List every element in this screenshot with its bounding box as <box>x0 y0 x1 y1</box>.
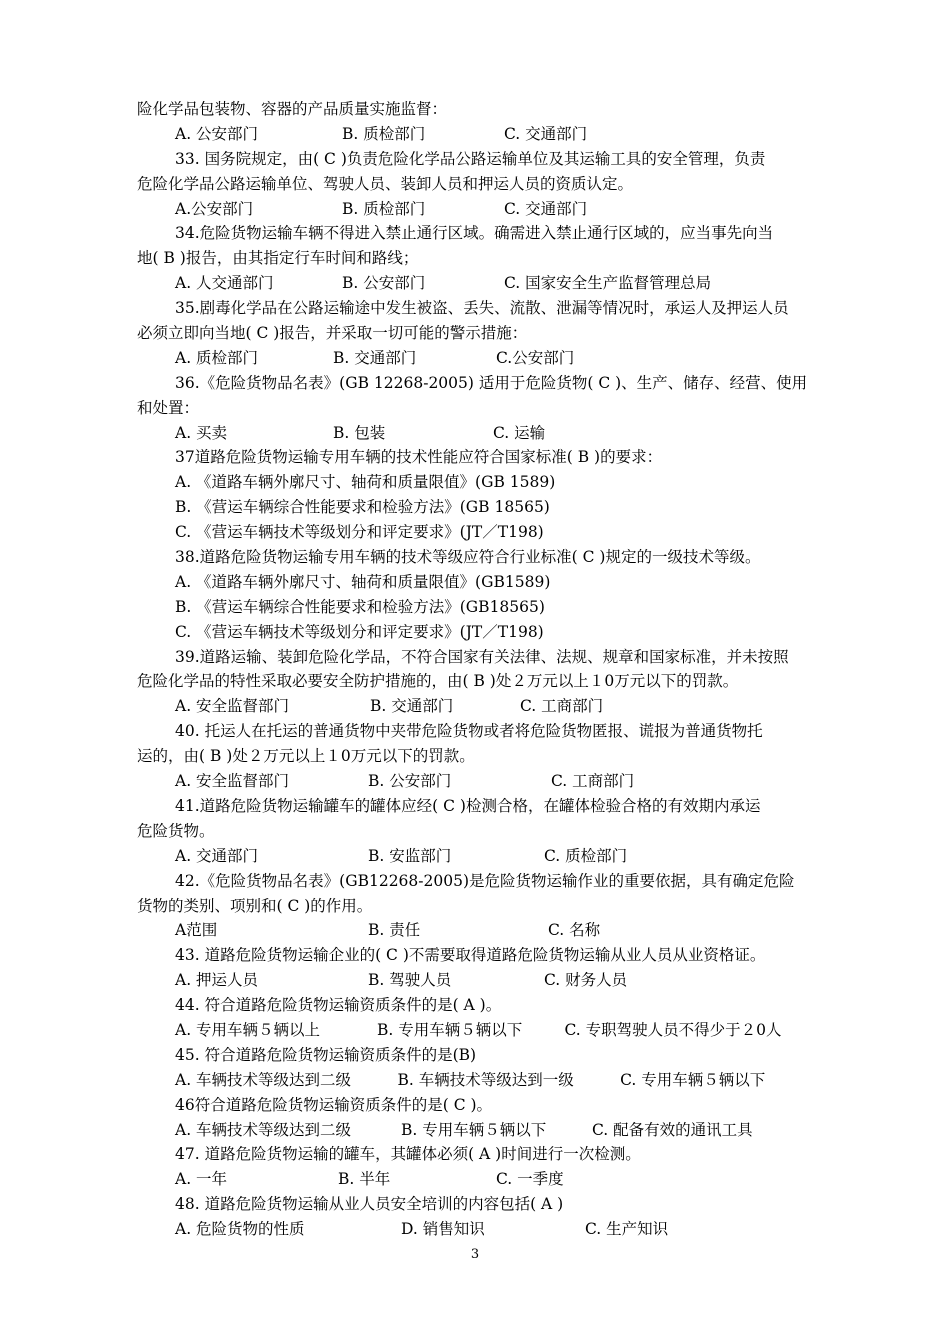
question-line: 42.《危险货物品名表》(GB12268-2005)是危险货物运输作业的重要依据，具有确定危险 <box>175 871 795 890</box>
answer-option: A. 质检部门 <box>175 348 259 367</box>
answer-option: C. 专用车辆５辆以下 <box>620 1070 766 1089</box>
answer-options <box>137 769 817 794</box>
question-line: 34.危险货物运输车辆不得进入禁止通行区域。确需进入禁止通行区域的，应当事先向当 <box>175 224 774 243</box>
answer-option: B. 责任 <box>368 921 421 940</box>
answer-options <box>137 421 817 446</box>
answer-option: B. 车辆技术等级达到一级 <box>397 1070 574 1089</box>
answer-option: A. 安全监督部门 <box>175 772 290 791</box>
text-line: 必须立即向当地( C )报告，并采取一切可能的警示措施： <box>137 324 528 343</box>
answer-option: A. 车辆技术等级达到二级 <box>175 1120 352 1139</box>
text-line: 货物的类别、项别和( C )的作用。 <box>137 896 373 915</box>
text-line: 危险化学品公路运输单位、驾驶人员、装卸人员和押运人员的资质认定。 <box>137 174 634 193</box>
answer-options <box>137 918 817 943</box>
question-line: 35.剧毒化学品在公路运输途中发生被盗、丢失、流散、泄漏等情况时，承运人及押运人员 <box>175 299 789 318</box>
question-line: 43. 道路危险货物运输企业的( C )不需要取得道路危险货物运输从业人员从业资格证。 <box>175 946 766 965</box>
answer-option: C. 一季度 <box>496 1170 564 1189</box>
text-line: 和处置： <box>137 398 200 417</box>
text-line: 险化学品包装物、容器的产品质量实施监督： <box>137 100 448 118</box>
question-line: 45. 符合道路危险货物运输资质条件的是(B) <box>175 1045 477 1064</box>
answer-option: C.公安部门 <box>496 348 575 367</box>
answer-option: A. 专用车辆５辆以上 <box>175 1020 321 1039</box>
question-line: 40. 托运人在托运的普通货物中夹带危险货物或者将危险货物匿报、谎报为普通货物托 <box>175 722 763 741</box>
answer-option: B. 半年 <box>338 1170 391 1189</box>
answer-option: C. 运输 <box>493 423 546 442</box>
text-line: 地( B )报告，由其指定行车时间和路线； <box>137 249 419 268</box>
question-line: 37道路危险货物运输专用车辆的技术性能应符合国家标准( B )的要求： <box>175 448 663 467</box>
text-line: 危险化学品的特性采取必要安全防护措施的，由( B )处２万元以上１0万元以下的罚款。 <box>137 672 739 691</box>
answer-option: C. 财务人员 <box>544 971 628 990</box>
answer-option: C. 质检部门 <box>544 846 628 865</box>
question-line: 46符合道路危险货物运输资质条件的是( C )。 <box>175 1095 493 1114</box>
answer-options <box>137 844 817 869</box>
answer-option: C. 生产知识 <box>585 1220 669 1239</box>
answer-options <box>137 1118 817 1143</box>
question-line: 36.《危险货物品名表》(GB 12268-2005) 适用于危险货物( C )、生产、储存、经营、使用 <box>175 373 808 392</box>
answer-option: A. 押运人员 <box>175 971 259 990</box>
question-line: 41.道路危险货物运输罐车的罐体应经( C )检测合格，在罐体检验合格的有效期内承运 <box>175 796 761 815</box>
answer-option: B. 交通部门 <box>333 348 417 367</box>
answer-option: B. 质检部门 <box>342 124 426 143</box>
text-line: 运的，由( B )处２万元以上１0万元以下的罚款。 <box>137 747 475 766</box>
question-line: 44. 符合道路危险货物运输资质条件的是( A )。 <box>175 996 502 1015</box>
answer-option: C. 名称 <box>548 921 601 940</box>
answer-option: A. 人交通部门 <box>175 274 274 293</box>
text-line: 危险货物。 <box>137 821 215 840</box>
answer-option: B. 安监部门 <box>368 846 452 865</box>
answer-option: A. 买卖 <box>175 423 228 442</box>
answer-option: B. 专用车辆５辆以下 <box>401 1120 547 1139</box>
answer-option: A. 一年 <box>175 1170 228 1189</box>
answer-option: C. 交通部门 <box>504 124 588 143</box>
answer-option: A范围 <box>175 921 218 940</box>
answer-option: A. 危险货物的性质 <box>175 1220 305 1239</box>
answer-option: B. 包装 <box>333 423 386 442</box>
page-number: 3 <box>470 1247 480 1262</box>
answer-option: C. 专职驾驶人员不得少于２0人 <box>564 1020 782 1039</box>
answer-option: B. 驾驶人员 <box>368 971 452 990</box>
answer-options <box>137 1167 817 1192</box>
answer-option: C. 交通部门 <box>504 199 588 218</box>
answer-option: A. 交通部门 <box>175 846 259 865</box>
answer-option: A. 公安部门 <box>175 124 259 143</box>
answer-option: C. 配备有效的通讯工具 <box>592 1120 753 1139</box>
answer-option: C. 工商部门 <box>520 697 604 716</box>
answer-option: A. 车辆技术等级达到二级 <box>175 1070 352 1089</box>
question-line: A. 《道路车辆外廓尺寸、轴荷和质量限值》(GB1589) <box>175 572 551 591</box>
answer-option: A. 安全监督部门 <box>175 697 290 716</box>
answer-option: C. 国家安全生产监督管理总局 <box>504 274 712 293</box>
question-line: 33. 国务院规定，由( C )负责危险化学品公路运输单位及其运输工具的安全管理，负责 <box>175 149 766 168</box>
answer-options <box>137 1018 817 1043</box>
answer-option: B. 交通部门 <box>370 697 454 716</box>
answer-options <box>137 122 817 147</box>
document-body <box>137 97 817 1242</box>
answer-option: A.公安部门 <box>175 199 254 218</box>
answer-option: B. 质检部门 <box>342 199 426 218</box>
question-line: 47. 道路危险货物运输的罐车，其罐体必须( A )时间进行一次检测。 <box>175 1145 641 1164</box>
answer-options <box>137 968 817 993</box>
answer-options <box>137 197 817 222</box>
question-line: B. 《营运车辆综合性能要求和检验方法》(GB 18565) <box>175 498 550 517</box>
answer-options <box>137 694 817 719</box>
answer-option: B. 公安部门 <box>368 772 452 791</box>
question-line: 39.道路运输、装卸危险化学品，不符合国家有关法律、法规、规章和国家标准，并未按照 <box>175 647 789 666</box>
answer-option: C. 工商部门 <box>551 772 635 791</box>
answer-options <box>137 346 817 371</box>
answer-option: D. 销售知识 <box>401 1220 485 1239</box>
answer-options <box>137 1068 817 1093</box>
question-line: C. 《营运车辆技术等级划分和评定要求》(JT／T198) <box>175 622 544 641</box>
answer-option: B. 公安部门 <box>342 274 426 293</box>
answer-options <box>137 271 817 296</box>
question-line: B. 《营运车辆综合性能要求和检验方法》(GB18565) <box>175 597 545 616</box>
question-line: A. 《道路车辆外廓尺寸、轴荷和质量限值》(GB 1589) <box>175 473 556 492</box>
answer-option: B. 专用车辆５辆以下 <box>377 1020 523 1039</box>
question-line: 48. 道路危险货物运输从业人员安全培训的内容包括( A ) <box>175 1195 564 1214</box>
question-line: 38.道路危险货物运输专用车辆的技术等级应符合行业标准( C )规定的一级技术等级。 <box>175 548 761 567</box>
question-line: C. 《营运车辆技术等级划分和评定要求》(JT／T198) <box>175 523 544 542</box>
answer-options <box>137 1217 817 1242</box>
